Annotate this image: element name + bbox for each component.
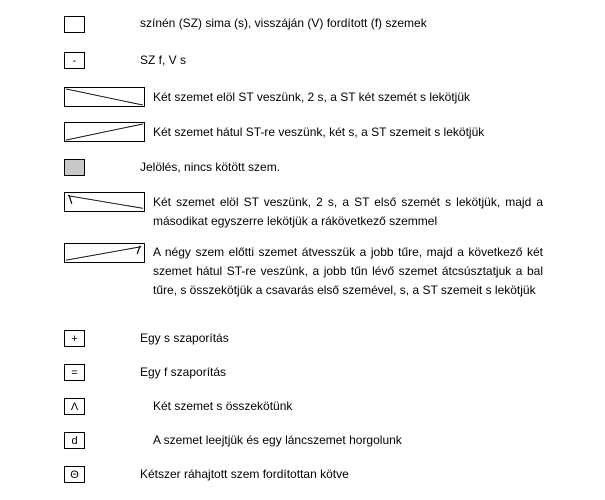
dash-square-icon: - [64,52,85,69]
diagonal-up-icon [65,123,144,141]
legend-text: A négy szem előtti szemet átvesszük a jobb tűre, majd a következő két szemet hátul ST-re veszünk, a jobb tűn lévő szemet átcsúsztatjuk a bal tűre, s összekötjük a csavarás első szemével, s, a ST szemeit s lekötjük [153,245,543,297]
diagonal-down-icon [65,88,144,106]
legend-text: Jelölés, nincs kötött szem. [140,160,281,174]
equals-square-icon: = [64,364,85,381]
legend-text: színén (SZ) sima (s), visszáján (V) fordított (f) szemek [140,16,427,30]
legend-text: Két szemet s összekötünk [153,399,293,413]
legend-text: Egy s szaporítás [140,331,229,345]
legend-text: A szemet leejtjük és egy láncszemet horgolunk [153,433,402,447]
blank-square-icon [64,16,85,33]
d-square-icon: d [64,432,85,449]
plus-square-icon: + [64,330,85,347]
legend-text: Egy f szaporítás [140,365,227,379]
cable-right-complex-icon [64,243,145,263]
legend-text: SZ f, V s [140,53,187,67]
diagonal-up-hook-icon [65,244,144,262]
legend-text: Két szemet elöl ST veszünk, 2 s, a ST első szemét s lekötjük, majd a másodikat egyszerre lekötjük a rákövetkező szemmel [153,195,543,228]
gray-square-icon [64,159,85,176]
lambda-square-icon: Λ [64,398,85,415]
theta-square-icon: Θ [64,466,85,483]
legend-text: Kétszer ráhajtott szem fordítottan kötve [140,467,349,481]
cable-left-icon [64,87,145,107]
legend-text: Két szemet elöl ST veszünk, 2 s, a ST két szemét s lekötjük [153,90,471,104]
legend-text: Két szemet hátul ST-re veszünk, két s, a ST szemeit s lekötjük [153,125,485,139]
cable-right-icon [64,122,145,142]
cable-left-decrease-icon [64,192,145,212]
diagonal-down-hook-icon [65,193,144,211]
